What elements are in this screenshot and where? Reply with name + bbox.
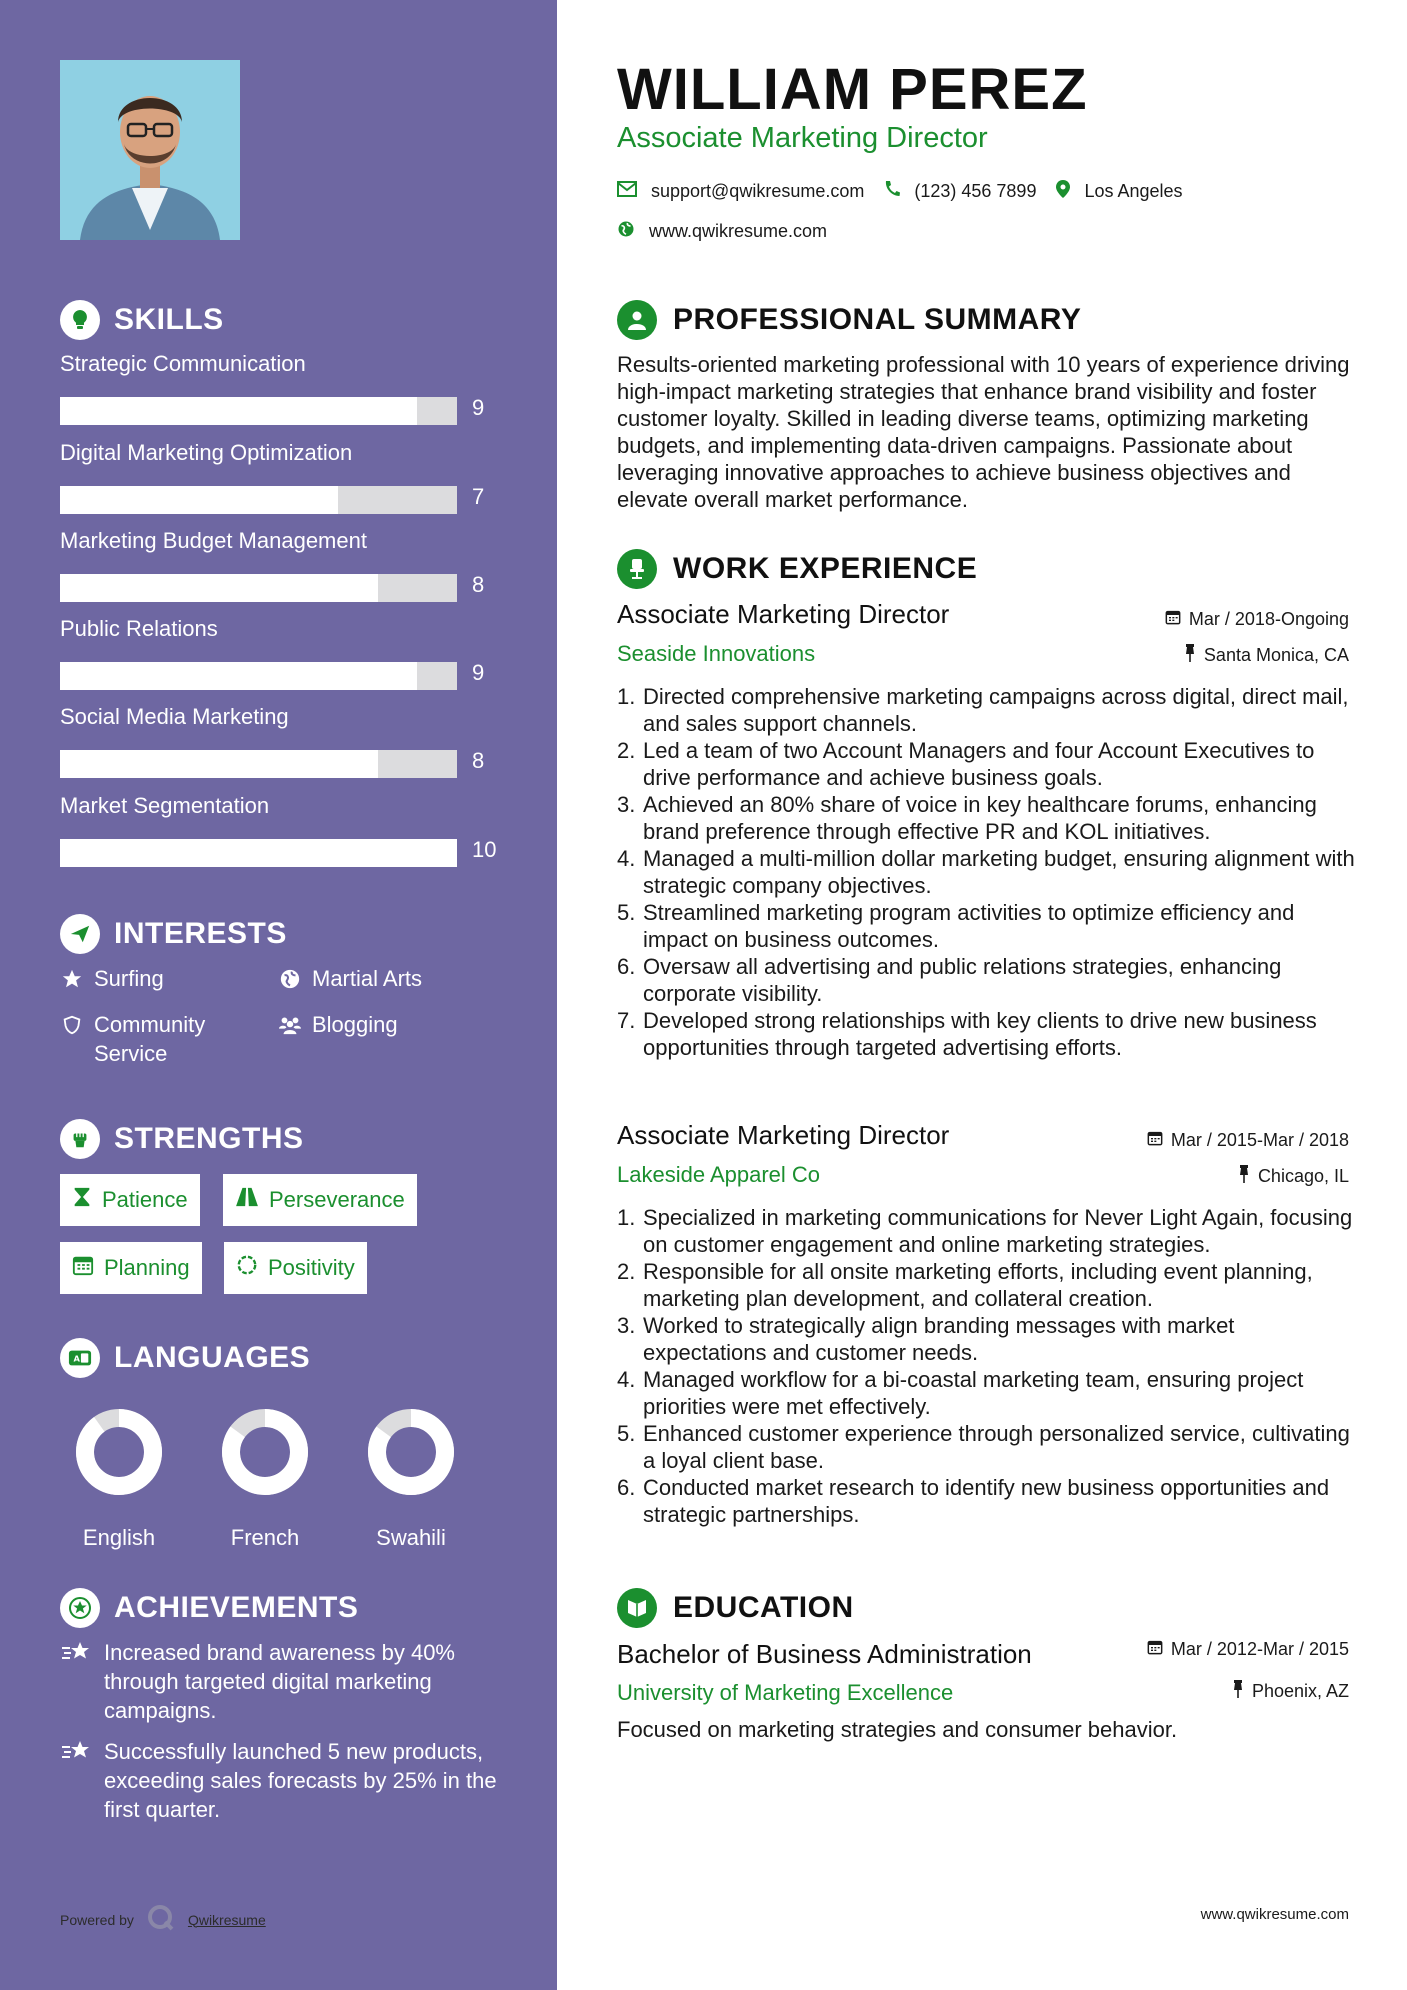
skills-heading-text: SKILLS xyxy=(114,303,224,336)
education-heading-text: EDUCATION xyxy=(673,1591,854,1624)
language-item xyxy=(69,1402,169,1551)
interest-label: Community Service xyxy=(94,1012,206,1066)
skill-item xyxy=(60,616,500,685)
job-bullets xyxy=(617,683,1362,1061)
location-text: Los Angeles xyxy=(1084,181,1183,201)
graduation-icon xyxy=(617,1588,657,1628)
powered-by xyxy=(60,1903,266,1936)
strength-label: Patience xyxy=(102,1187,188,1212)
education-heading xyxy=(617,1588,854,1628)
circle-notch-icon xyxy=(236,1254,258,1282)
svg-text:A: A xyxy=(73,1353,80,1364)
email-link[interactable]: support@qwikresume.com xyxy=(651,181,865,201)
interests-heading xyxy=(60,914,287,954)
interest-item xyxy=(278,1010,398,1039)
list-item: 6. Conducted market research to identify new business opportunities and strategic partnerships. xyxy=(617,1475,1330,1527)
lightbulb-icon xyxy=(60,300,100,340)
skill-item xyxy=(60,793,500,862)
qwikresume-logo-icon xyxy=(146,1903,176,1936)
interest-item xyxy=(60,964,164,993)
job-location xyxy=(1184,644,1349,667)
list-item: 1. Directed comprehensive marketing campaigns across digital, direct mail, and sales support channels. xyxy=(617,684,1349,736)
candidate-title: Associate Marketing Director xyxy=(617,122,988,154)
achievement-item xyxy=(60,1737,500,1824)
list-item: 1. Specialized in marketing communications for Never Light Again, focusing on customer engagement and online marketing strategies. xyxy=(617,1205,1353,1257)
experience-heading-text: WORK EXPERIENCE xyxy=(673,552,978,585)
skill-item xyxy=(60,351,500,420)
language-donut xyxy=(69,1402,169,1502)
strength-tag xyxy=(60,1174,200,1226)
skill-bar xyxy=(60,397,457,425)
sidebar xyxy=(0,0,557,1990)
language-label: French xyxy=(230,1525,300,1550)
strength-label: Planning xyxy=(104,1255,190,1280)
education-date-text: Mar / 2012-Mar / 2015 xyxy=(1170,1639,1349,1659)
strength-tag xyxy=(224,1242,367,1294)
skills-heading xyxy=(60,300,224,340)
language-item xyxy=(361,1402,461,1551)
languages-heading-text: LANGUAGES xyxy=(114,1341,311,1374)
summary-heading xyxy=(617,300,1081,340)
list-item: 5. Streamlined marketing program activities to optimize efficiency and impact on business outcomes. xyxy=(617,900,1295,952)
job-role: Associate Marketing Director xyxy=(617,1120,950,1150)
experience-heading xyxy=(617,549,977,589)
list-item: 6. Oversaw all advertising and public relations strategies, enhancing corporate visibility. xyxy=(617,954,1282,1006)
envelope-icon xyxy=(617,181,637,202)
education-date xyxy=(1147,1639,1349,1660)
powered-by-label: Powered by xyxy=(60,1911,134,1928)
language-donut xyxy=(215,1402,315,1502)
skill-bar xyxy=(60,574,457,602)
pin-icon xyxy=(1184,644,1196,667)
strength-tag xyxy=(60,1242,202,1294)
users-icon xyxy=(278,1010,302,1039)
job-company: Seaside Innovations xyxy=(617,641,816,666)
skill-bar-fill xyxy=(60,750,378,778)
skill-bar-fill xyxy=(60,839,457,867)
list-item: 2. Responsible for all onsite marketing efforts, including event planning, marketing plan development, and collateral creation. xyxy=(617,1259,1313,1311)
shooting-star-icon xyxy=(60,1638,92,1725)
job-company: Lakeside Apparel Co xyxy=(617,1162,821,1187)
calendar-icon xyxy=(1147,1639,1163,1660)
list-item: 4. Managed a multi-million dollar marketing budget, ensuring alignment with strategic company objectives. xyxy=(617,846,1355,898)
skill-value: 7 xyxy=(472,484,485,509)
skill-bar xyxy=(60,662,457,690)
list-item: 3. Achieved an 80% share of voice in key healthcare forums, enhancing brand preference through effective PR and KOL initiatives. xyxy=(617,792,1317,844)
languages-heading xyxy=(60,1338,310,1378)
list-item: 2. Led a team of two Account Managers and four Account Executives to drive performance and achieve business goals. xyxy=(617,738,1315,790)
strengths-heading-text: STRENGTHS xyxy=(114,1122,304,1155)
website-link[interactable]: www.qwikresume.com xyxy=(649,221,828,241)
road-icon xyxy=(235,1187,259,1213)
interest-item xyxy=(278,964,422,993)
achievement-text: Successfully launched 5 new products, exceeding sales forecasts by 25% in the first quarter. xyxy=(104,1739,497,1822)
skill-value: 10 xyxy=(472,837,497,862)
phone-icon xyxy=(884,180,900,203)
education-location-text: Phoenix, AZ xyxy=(1251,1681,1349,1701)
job-bullets xyxy=(617,1204,1362,1528)
job-location-text: Santa Monica, CA xyxy=(1203,645,1349,665)
calendar-icon xyxy=(1165,609,1181,630)
pin-icon xyxy=(1238,1165,1250,1188)
skill-value: 8 xyxy=(472,748,485,773)
achievements-heading xyxy=(60,1588,358,1628)
skill-name: Market Segmentation xyxy=(60,793,270,818)
skill-name: Social Media Marketing xyxy=(60,704,289,729)
shield-icon xyxy=(60,1010,84,1039)
list-item: 7. Developed strong relationships with key clients to drive new business opportunities through targeted advertising efforts. xyxy=(617,1008,1317,1060)
job-role: Associate Marketing Director xyxy=(617,599,950,629)
language-item xyxy=(215,1402,315,1551)
website-row xyxy=(617,220,827,243)
shooting-star-icon xyxy=(60,1737,92,1824)
skill-value: 9 xyxy=(472,660,485,685)
language-donut xyxy=(361,1402,461,1502)
education-school: University of Marketing Excellence xyxy=(617,1680,954,1705)
interest-item xyxy=(60,1010,260,1068)
skill-bar-fill xyxy=(60,662,417,690)
footer-website[interactable]: www.qwikresume.com xyxy=(1200,1906,1349,1923)
globe-icon xyxy=(617,220,635,243)
strength-label: Positivity xyxy=(268,1255,355,1280)
skill-name: Public Relations xyxy=(60,616,218,641)
skill-value: 9 xyxy=(472,395,485,420)
skill-bar-fill xyxy=(60,397,417,425)
pin-icon xyxy=(1232,1680,1244,1703)
star-badge-icon xyxy=(60,1588,100,1628)
list-item: 3. Worked to strategically align branding messages with market expectations and customer needs. xyxy=(617,1313,1235,1365)
job-date-text: Mar / 2015-Mar / 2018 xyxy=(1170,1130,1349,1150)
interest-label: Martial Arts xyxy=(312,966,423,991)
language-label: Swahili xyxy=(376,1525,446,1550)
strength-label: Perseverance xyxy=(269,1187,405,1212)
skill-bar xyxy=(60,750,457,778)
job-date xyxy=(1165,609,1349,630)
language-icon xyxy=(60,1338,100,1378)
skill-bar xyxy=(60,839,457,867)
skill-item xyxy=(60,440,500,509)
paper-plane-icon xyxy=(60,914,100,954)
job-date xyxy=(1147,1130,1349,1151)
skill-item xyxy=(60,528,500,597)
candidate-name: WILLIAM PEREZ xyxy=(617,57,1088,122)
calendar-icon xyxy=(1147,1130,1163,1151)
skill-name: Marketing Budget Management xyxy=(60,528,367,553)
globe-icon xyxy=(278,964,302,993)
skill-value: 8 xyxy=(472,572,485,597)
skill-item xyxy=(60,704,500,773)
phone-number: (123) 456 7899 xyxy=(914,181,1037,201)
language-label: English xyxy=(82,1525,156,1550)
hourglass-icon xyxy=(72,1186,92,1214)
skill-bar xyxy=(60,486,457,514)
achievements-heading-text: ACHIEVEMENTS xyxy=(114,1591,359,1624)
fist-icon xyxy=(60,1119,100,1159)
education-description: Focused on marketing strategies and consumer behavior. xyxy=(617,1717,1178,1742)
summary-text: Results-oriented marketing professional with 10 years of experience driving high-impact marketing strategies that enhance brand visibility and foster customer loyalty. Skilled in leading diverse teams, optimizing marketing budgets, and implementing data-driven campaigns. Passionate about leveraging innovative approaches to achieve business objectives and elevate overall market performance. xyxy=(617,352,1350,512)
interest-label: Blogging xyxy=(312,1012,398,1037)
calendar-icon xyxy=(72,1254,94,1282)
user-icon xyxy=(617,300,657,340)
education-degree: Bachelor of Business Administration xyxy=(617,1639,1032,1669)
list-item: 4. Managed workflow for a bi-coastal marketing team, ensuring project priorities were met effectively. xyxy=(617,1367,1304,1419)
skill-bar-fill xyxy=(60,574,378,602)
summary-heading-text: PROFESSIONAL SUMMARY xyxy=(673,303,1082,336)
interests-heading-text: INTERESTS xyxy=(114,917,287,950)
star-icon xyxy=(60,964,84,993)
achievement-text: Increased brand awareness by 40% through targeted digital marketing campaigns. xyxy=(104,1640,455,1723)
interest-label: Surfing xyxy=(94,966,164,991)
strengths-heading xyxy=(60,1119,304,1159)
job-location-text: Chicago, IL xyxy=(1257,1166,1349,1186)
job-location xyxy=(1238,1165,1349,1188)
profile-photo xyxy=(60,60,240,240)
skill-name: Digital Marketing Optimization xyxy=(60,440,353,465)
strength-tag xyxy=(223,1174,417,1226)
job-date-text: Mar / 2018-Ongoing xyxy=(1188,609,1349,629)
qwikresume-link[interactable]: Qwikresume xyxy=(187,1911,266,1928)
map-marker-icon xyxy=(1056,180,1070,203)
main-content xyxy=(557,0,1407,1990)
skill-name: Strategic Communication xyxy=(60,351,306,376)
list-item: 5. Enhanced customer experience through personalized service, cultivating a loyal client base. xyxy=(617,1421,1350,1473)
office-chair-icon xyxy=(617,549,657,589)
education-location xyxy=(1232,1680,1349,1703)
skill-bar-fill xyxy=(60,486,338,514)
achievement-item xyxy=(60,1638,500,1725)
contact-row xyxy=(617,180,1183,203)
